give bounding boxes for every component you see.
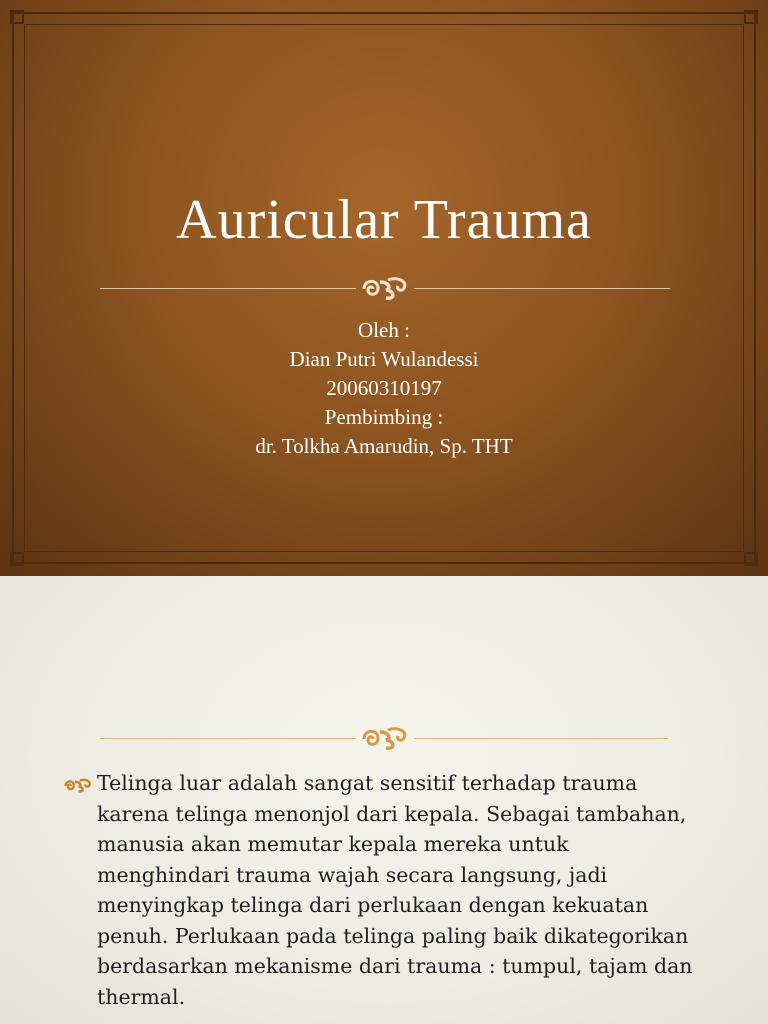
frame-corner-top-left <box>10 10 24 24</box>
slide-title: Auricular Trauma <box>176 189 592 251</box>
content-divider-right <box>414 738 668 739</box>
flourish-ornament-icon <box>358 724 412 754</box>
frame-corner-bottom-right <box>744 552 758 566</box>
presenter-name: Dian Putri Wulandessi <box>289 347 479 371</box>
advisor-label: Pembimbing : <box>324 405 444 429</box>
advisor-name: dr. Tolkha Amarudin, Sp. THT <box>255 434 513 458</box>
presenter-label: Oleh : <box>358 318 410 342</box>
bullet-flourish-icon <box>62 777 94 795</box>
frame-corner-top-right <box>744 10 758 24</box>
presenter-id: 20060310197 <box>326 376 442 400</box>
bullet-paragraph: Telinga luar adalah sangat sensitif terhadap trauma karena telinga menonjol dari kepala. Sebagai tambahan, manusia akan memutar kepala mereka untuk menghindari trauma wajah secara langsung, jadi menyingkap telinga dari perlukaan dengan kekuatan penuh. Perlukaan pada telinga paling baik dikategorikan berdasarkan mekanisme dari trauma : tumpul, tajam dan thermal. <box>97 771 693 1009</box>
title-divider-right <box>414 288 670 289</box>
title-divider-left <box>100 288 356 289</box>
presenter-info <box>0 316 768 461</box>
content-slide <box>0 576 768 1024</box>
flourish-ornament-icon <box>358 274 412 304</box>
frame-corner-bottom-left <box>10 552 24 566</box>
content-divider-left <box>100 738 356 739</box>
